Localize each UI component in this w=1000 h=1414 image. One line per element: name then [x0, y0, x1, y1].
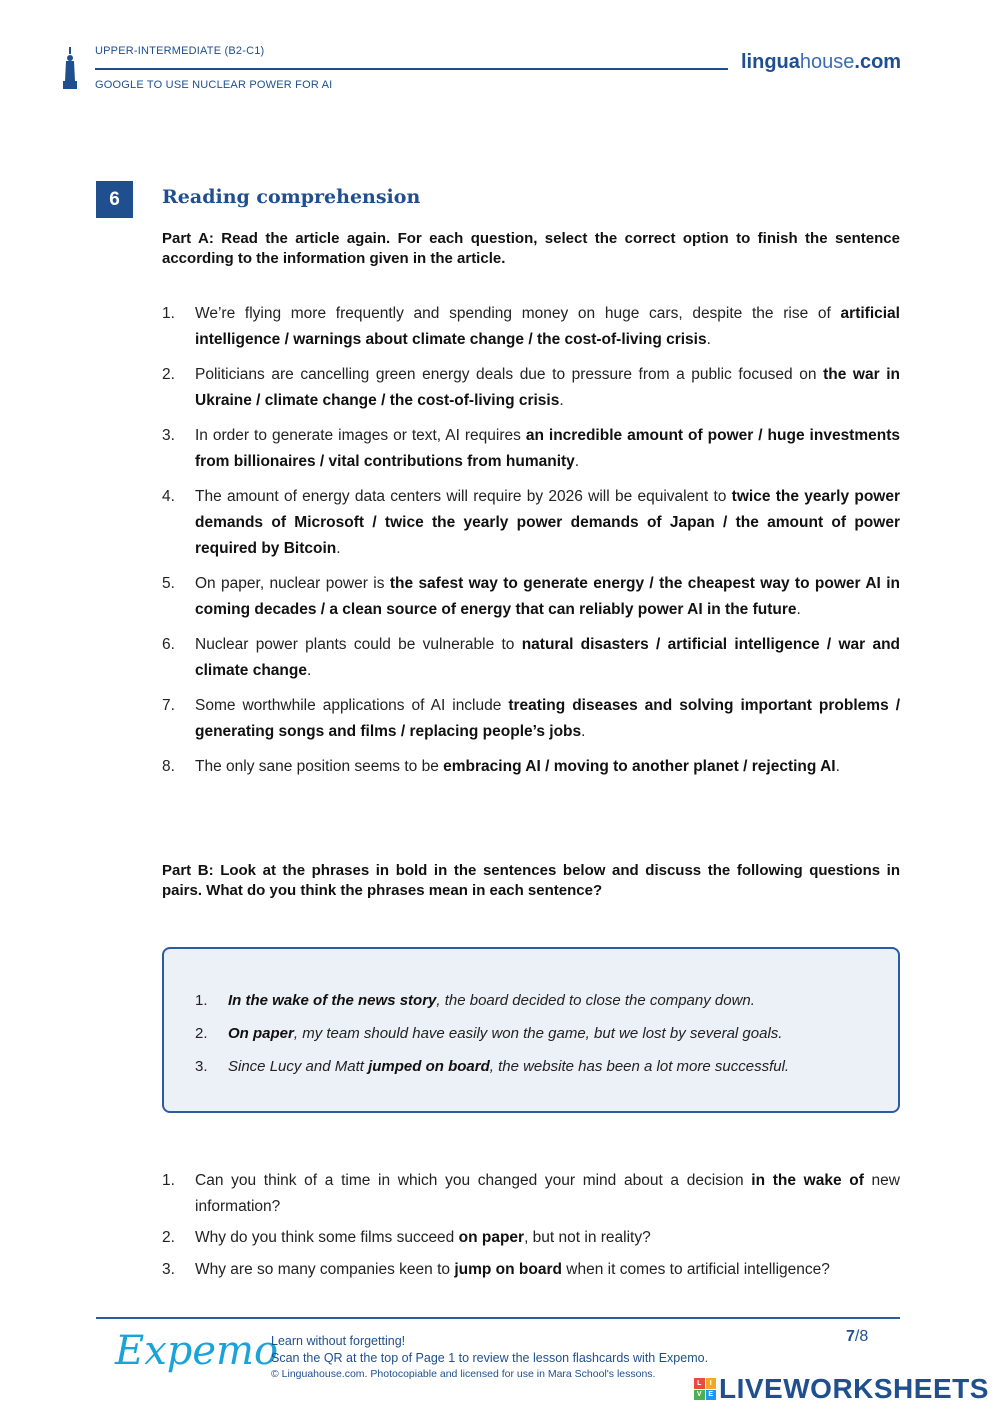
question-item [162, 693, 900, 745]
question-item [162, 632, 900, 684]
item-text [195, 1168, 900, 1220]
item-text [195, 484, 900, 562]
liveworksheets-icon-tile: I [706, 1378, 717, 1389]
item-text-bold: twice the yearly power demands of Microsoft / twice the yearly power demands of Japan / the amount of power required by Bitcoin [195, 488, 900, 557]
item-number: 1. [195, 992, 208, 1009]
footer-divider [96, 1317, 900, 1319]
item-text-plain: . [796, 601, 801, 618]
item-text-bold: On paper [228, 1025, 294, 1042]
item-text-bold: embracing AI / moving to another planet / rejecting AI [443, 758, 836, 775]
item-text [195, 1257, 900, 1283]
example-sentence [195, 1057, 875, 1077]
linguahouse-logo[interactable]: linguahouse.com [741, 51, 902, 73]
item-text-plain: Why are so many companies keen to [195, 1261, 455, 1278]
item-text-plain: . [336, 540, 341, 557]
item-text-plain: . [574, 453, 580, 470]
item-number: 1. [162, 305, 175, 322]
item-text-plain: Politicians are cancelling green energy deals due to pressure from a public focused on [195, 366, 824, 383]
item-text [195, 571, 900, 623]
item-text-plain: Nuclear power plants could be vulnerable to [195, 636, 522, 653]
item-text-plain: , the board decided to close the company down. [436, 992, 755, 1009]
footer-copyright: © Linguahouse.com. Photocopiable and licensed for use in Mara School's lessons. [271, 1368, 656, 1380]
item-number: 3. [195, 1058, 208, 1075]
header-divider [95, 68, 728, 70]
footer-tagline: Learn without forgetting! [271, 1334, 406, 1348]
liveworksheets-icon-tile: L [694, 1378, 705, 1389]
liveworksheets-watermark[interactable] [694, 1373, 989, 1405]
item-number: 2. [162, 1229, 175, 1246]
question-item [162, 362, 900, 414]
item-text [195, 362, 900, 414]
item-text [195, 693, 900, 745]
item-number: 1. [162, 1172, 175, 1189]
item-text-plain: Some worthwhile applications of AI include [195, 697, 509, 714]
item-number: 2. [195, 1025, 208, 1042]
item-text-bold: the safest way to generate energy / the cheapest way to power AI in coming decades / a clean source of energy that can reliably power AI in the future [195, 575, 900, 618]
item-text-plain: . [706, 331, 711, 348]
item-text [228, 991, 875, 1011]
item-text-bold: jump on board [454, 1261, 562, 1278]
item-text-plain: The amount of energy data centers will require by 2026 will be equivalent to [195, 488, 732, 505]
item-text-bold: an incredible amount of power / huge investments from billionaires / vital contributions from humanity [195, 427, 900, 470]
item-text [195, 1225, 900, 1251]
item-text [195, 754, 900, 780]
item-text-plain: Why do you think some films succeed [195, 1229, 459, 1246]
item-text [195, 423, 900, 475]
item-number: 8. [162, 758, 175, 775]
example-sentence [195, 991, 875, 1011]
item-text-plain: In order to generate images or text, AI requires [195, 427, 526, 444]
item-number: 3. [162, 427, 175, 444]
item-text [228, 1024, 875, 1044]
item-text-plain: , but not in reality? [524, 1229, 651, 1246]
item-text-bold: treating diseases and solving important problems / generating songs and films / replacing people’s jobs [195, 697, 900, 740]
item-text-plain: , my team should have easily won the game, but we lost by several goals. [293, 1025, 783, 1042]
item-text [228, 1057, 875, 1077]
level-label: UPPER-INTERMEDIATE (B2-C1) [95, 45, 265, 57]
liveworksheets-text: LIVEWORKSHEETS [719, 1373, 989, 1404]
part-a-instruction: Part A: Read the article again. For each question, select the correct option to finish the sentence according to the information given in the article. [162, 230, 900, 267]
item-text-bold: in the wake of [751, 1172, 864, 1189]
item-text-plain: . [559, 392, 564, 409]
item-text [195, 632, 900, 684]
lesson-title: GOOGLE TO USE NUCLEAR POWER FOR AI [95, 79, 333, 91]
expemo-logo[interactable]: Expemo [115, 1328, 279, 1374]
statue-of-liberty-icon [63, 47, 77, 89]
item-text-bold: jumped on board [368, 1058, 490, 1075]
page-number: 7/8 [846, 1328, 869, 1345]
example-sentence [195, 1024, 875, 1044]
part-b-instruction: Part B: Look at the phrases in bold in the sentences below and discuss the following questions in pairs. What do you think the phrases mean in each sentence? [162, 862, 900, 899]
item-number: 7. [162, 697, 175, 714]
section-title: Reading comprehension [162, 186, 421, 208]
item-text [195, 301, 900, 353]
question-item [162, 301, 900, 353]
item-number: 5. [162, 575, 175, 592]
item-number: 3. [162, 1261, 175, 1278]
item-text-plain: . [835, 758, 840, 775]
item-text-plain: , the website has been a lot more successful. [489, 1058, 790, 1075]
discussion-question [162, 1168, 900, 1220]
item-text-plain: when it comes to artificial intelligence? [561, 1261, 830, 1278]
item-text-plain: The only sane position seems to be [195, 758, 444, 775]
item-text-plain: Since Lucy and Matt [228, 1058, 369, 1075]
item-text-bold: artificial intelligence / warnings about climate change / the cost-of-living crisis [195, 305, 900, 348]
question-item [162, 571, 900, 623]
discussion-question [162, 1257, 900, 1283]
question-item [162, 484, 900, 562]
item-text-bold: In the wake of the news story [228, 992, 437, 1009]
question-item [162, 754, 900, 780]
liveworksheets-icon-tile: V [694, 1390, 705, 1401]
item-text-bold: on paper [458, 1229, 525, 1246]
item-text-plain: On paper, nuclear power is [195, 575, 390, 592]
item-text-plain: . [307, 662, 312, 679]
item-number: 4. [162, 488, 175, 505]
item-number: 6. [162, 636, 175, 653]
discussion-question [162, 1225, 900, 1251]
item-text-plain: Can you think of a time in which you changed your mind about a decision [195, 1172, 752, 1189]
item-text-plain: . [581, 723, 586, 740]
item-text-plain: new information? [195, 1172, 900, 1215]
liveworksheets-icon [694, 1378, 716, 1400]
item-text-plain: We’re flying more frequently and spending money on huge cars, despite the rise of [195, 305, 841, 322]
footer-instruction: Scan the QR at the top of Page 1 to review the lesson flashcards with Expemo. [271, 1351, 709, 1365]
section-number-badge: 6 [96, 181, 133, 218]
item-text-bold: natural disasters / artificial intelligence / war and climate change [195, 636, 900, 679]
liveworksheets-icon-tile: E [706, 1390, 717, 1401]
item-text-bold: the war in Ukraine / climate change / the cost-of-living crisis [195, 366, 900, 409]
question-item [162, 423, 900, 475]
item-number: 2. [162, 366, 175, 383]
